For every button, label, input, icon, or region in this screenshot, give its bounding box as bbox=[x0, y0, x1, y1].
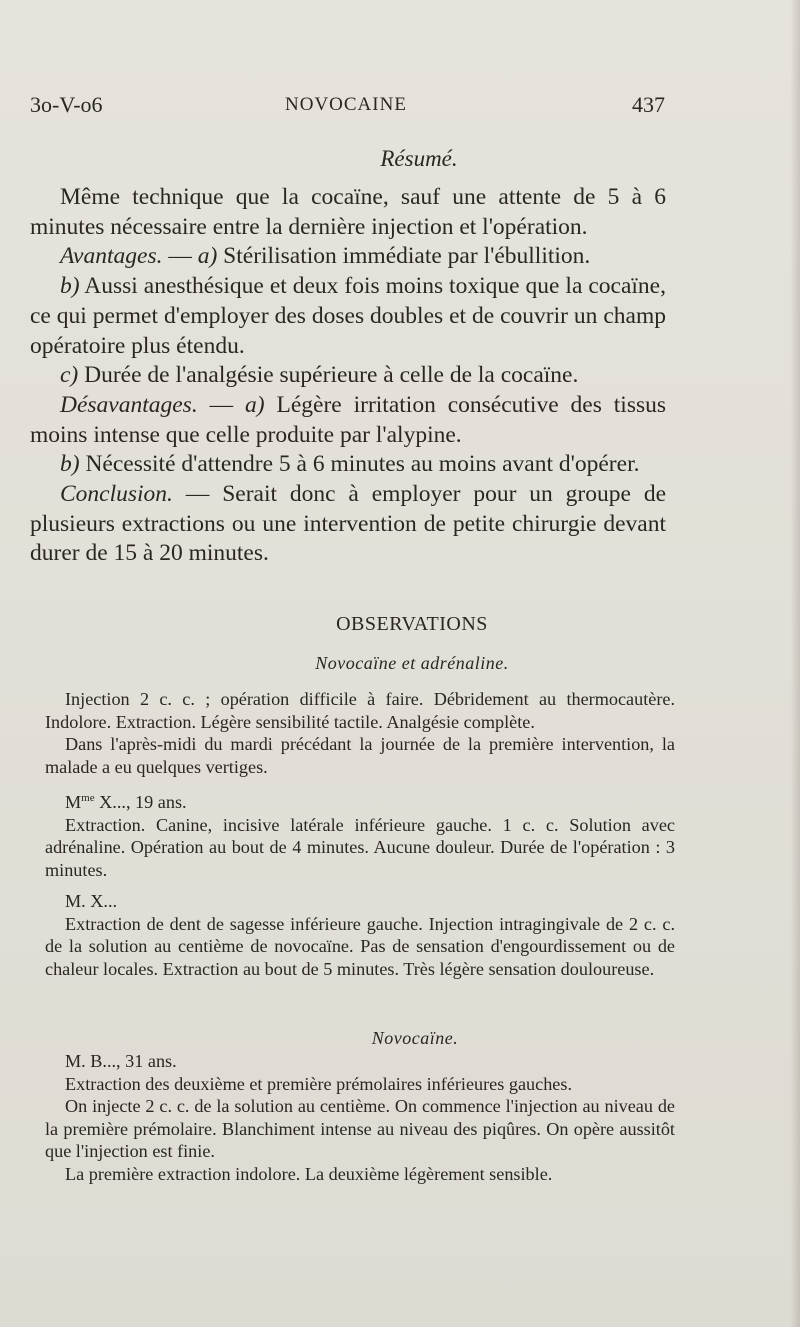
resume-title: Résumé. bbox=[380, 146, 458, 171]
conclusion-label: Conclusion. bbox=[60, 481, 173, 508]
header-date: 3o-V-o6 bbox=[30, 92, 103, 117]
observations-block-1 bbox=[45, 688, 675, 980]
observation-paragraph: Extraction de dent de sagesse inférieure gauche. Injection intragingivale de 2 c. c. de la solution au centième de novocaïne. Pas de sensation d'engourdissement ou de chaleur locales. Extraction au bout de 5 minutes. Très légère sensation douloureuse. bbox=[45, 913, 675, 979]
section-title-novocaine-adrenaline: Novocaïne et adrénaline. bbox=[315, 653, 509, 673]
resume-body bbox=[30, 183, 666, 569]
desavantage-a-text: Légère irritation consécutive des tissus moins intense que celle produite par l'alypine. bbox=[30, 391, 667, 448]
resume-paragraph-avantage-c bbox=[30, 361, 666, 391]
item-letter-a: a) bbox=[245, 391, 265, 418]
item-letter-c: c) bbox=[60, 362, 79, 389]
resume-paragraph-avantage-b bbox=[30, 272, 666, 361]
conclusion-text: Serait donc à employer pour un groupe de plusieurs extractions ou une intervention de petite chirurgie devant durer de 15 à 20 minutes. bbox=[30, 481, 666, 567]
observations-heading: OBSERVATIONS bbox=[336, 613, 488, 635]
item-letter-b: b) bbox=[60, 273, 80, 300]
item-letter-a: a) bbox=[197, 243, 218, 270]
resume-paragraph-technique: Même technique que la cocaïne, sauf une attente de 5 à 6 minutes nécessaire entre la dernière injection et l'opération. bbox=[30, 184, 666, 240]
header-running-title: NOVOCAINE bbox=[285, 94, 407, 115]
observation-paragraph: Extraction des deuxième et première prémolaires inférieures gauches. bbox=[65, 1073, 573, 1094]
avantage-b-text: Aussi anesthésique et deux fois moins toxique que la cocaïne, ce qui permet d'employer des doses doubles et de couvrir un champ opératoire plus étendu. bbox=[30, 273, 666, 359]
case-name: M. X... bbox=[65, 891, 118, 912]
avantages-label: Avantages. bbox=[60, 243, 163, 270]
section-title-novocaine: Novocaïne. bbox=[371, 1028, 459, 1048]
case-name: $M^{me}$ X..., 19 ans. bbox=[65, 792, 187, 813]
observations-block-2 bbox=[45, 1050, 675, 1185]
avantage-a-text: Stérilisation immédiate par l'ébullition. bbox=[217, 243, 591, 270]
observation-paragraph: La première extraction indolore. La deuxième légèrement sensible. bbox=[65, 1163, 553, 1184]
desavantages-label: Désavantages. bbox=[60, 391, 198, 418]
item-letter-b: b) bbox=[60, 451, 80, 478]
running-header bbox=[30, 92, 665, 122]
observation-paragraph: Injection 2 c. c. ; opération difficile à faire. Débridement au thermocautère. Indolore. Extraction. Légère sensibilité tactile. Analgésie complète. bbox=[45, 689, 675, 732]
resume-paragraph-conclusion: Conclusion. — Serait donc à employer pour un groupe de plusieurs extractions ou une intervention de petite chirurgie devant durer de 15 à 20 minutes. bbox=[30, 481, 666, 567]
avantage-c-text: Durée de l'analgésie supérieure à celle de la cocaïne. bbox=[78, 362, 579, 389]
desavantage-b-text: Nécessité d'attendre 5 à 6 minutes au moins avant d'opérer. bbox=[79, 451, 640, 478]
observation-paragraph: Extraction. Canine, incisive latérale inférieure gauche. 1 c. c. Solution avec adrénaline. Opération au bout de 4 minutes. Aucune douleur. Durée de l'opération : 3 minutes. bbox=[45, 814, 675, 880]
resume-paragraph-desavantage-b bbox=[30, 450, 666, 480]
observation-paragraph: Dans l'après-midi du mardi précédant la journée de la première intervention, la malade a eu quelques vertiges. bbox=[45, 734, 675, 777]
resume-paragraph-desavantages: Désavantages. — a) Légère irritation consécutive des tissus moins intense que celle produite par l'alypine. bbox=[30, 391, 667, 448]
case-name: M. B..., 31 ans. bbox=[65, 1051, 177, 1071]
resume-paragraph-avantages: Avantages. — a) Stérilisation immédiate par l'ébullition. bbox=[60, 243, 591, 270]
page-number: 437 bbox=[632, 92, 665, 117]
observation-paragraph: On injecte 2 c. c. de la solution au centième. On commence l'injection au niveau de la première prémolaire. Blanchiment intense au niveau des piqûres. On opère aussitôt que l'injection est finie. bbox=[45, 1096, 675, 1161]
